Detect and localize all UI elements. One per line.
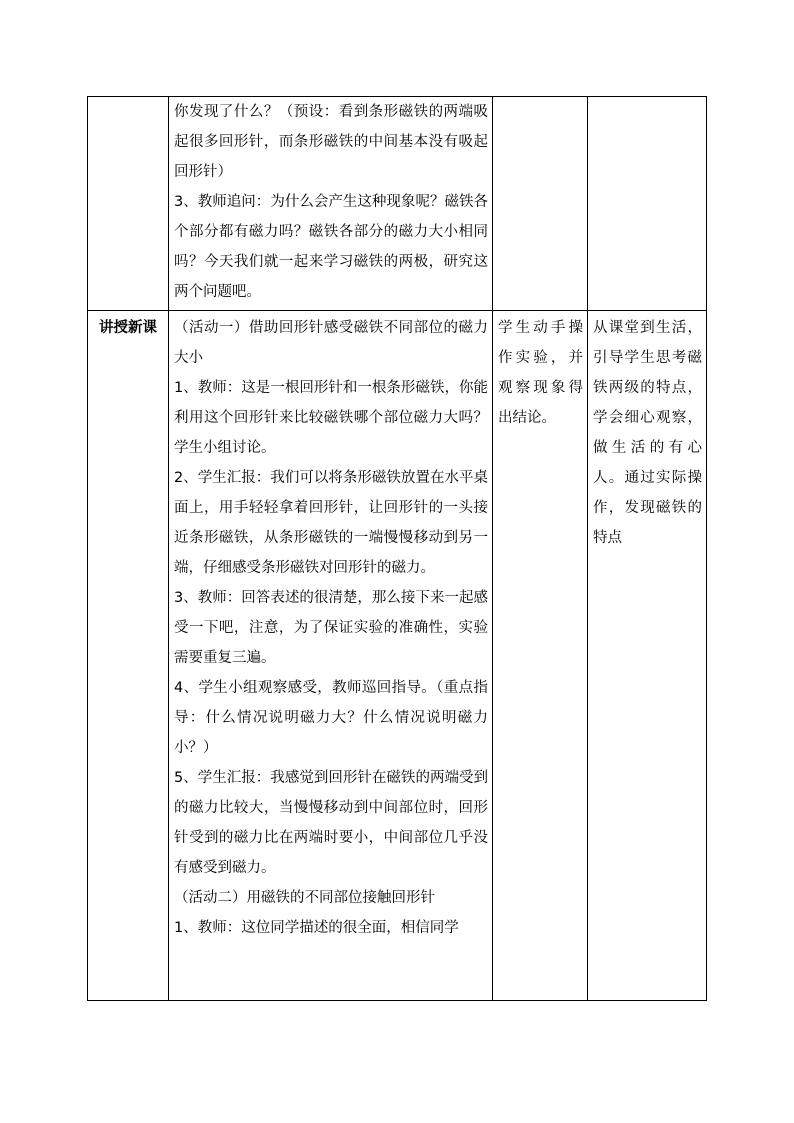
section-label: 讲授新课 bbox=[99, 320, 157, 336]
process-paragraph: 1、教师：这位同学描述的很全面，相信同学 bbox=[174, 920, 459, 936]
student-activity-cell bbox=[493, 311, 588, 1001]
process-paragraph: 3、教师：回答表述的很清楚，那么接下来一起感受一下吧，注意，为了保证实验的准确性，实验需要重复三遍。 bbox=[174, 590, 488, 666]
process-cell bbox=[169, 311, 493, 1001]
design-intent-text: 从课堂到生活，引导学生思考磁铁两级的特点，学会细心观察，做生活的有心人。通过实际操作，发现磁铁的特点 bbox=[593, 320, 702, 546]
section-cell bbox=[88, 97, 169, 311]
student-activity-text: 学生动手操作实验，并观察现象得出结论。 bbox=[498, 320, 583, 426]
process-paragraph: 5、学生汇报：我感觉到回形针在磁铁的两端受到的磁力比较大，当慢慢移动到中间部位时，回形针受到的磁力比在两端时要小，中间部位几乎没有感受到磁力。 bbox=[174, 770, 488, 876]
design-intent-cell bbox=[588, 97, 707, 311]
section-cell bbox=[88, 311, 169, 1001]
design-intent-cell bbox=[588, 311, 707, 1001]
process-paragraph: 1、教师：这是一根回形针和一根条形磁铁，你能利用这个回形针来比较磁铁哪个部位磁力大吗？学生小组讨论。 bbox=[174, 380, 488, 456]
student-activity-cell bbox=[493, 97, 588, 311]
lesson-plan-table bbox=[87, 96, 707, 1001]
process-paragraph: 2、学生汇报：我们可以将条形磁铁放置在水平桌面上，用手轻轻拿着回形针，让回形针的一头接近条形磁铁，从条形磁铁的一端慢慢移动到另一端，仔细感受条形磁铁对回形针的磁力。 bbox=[174, 470, 488, 576]
activity-heading: （活动一）借助回形针感受磁铁不同部位的磁力大小 bbox=[174, 320, 488, 366]
activity-heading: （活动二）用磁铁的不同部位接触回形针 bbox=[174, 890, 435, 906]
table-row bbox=[88, 311, 707, 1001]
process-paragraph: 3、教师追问：为什么会产生这种现象呢？磁铁各个部分都有磁力吗？磁铁各部分的磁力大小相同吗？今天我们就一起来学习磁铁的两极，研究这两个问题吧。 bbox=[174, 194, 488, 300]
process-cell bbox=[169, 97, 493, 311]
process-paragraph: 你发现了什么？（预设：看到条形磁铁的两端吸起很多回形针，而条形磁铁的中间基本没有吸起回形针） bbox=[174, 104, 488, 180]
table-row bbox=[88, 97, 707, 311]
process-paragraph: 4、学生小组观察感受，教师巡回指导。（重点指导：什么情况说明磁力大？什么情况说明磁力小？） bbox=[174, 680, 488, 756]
